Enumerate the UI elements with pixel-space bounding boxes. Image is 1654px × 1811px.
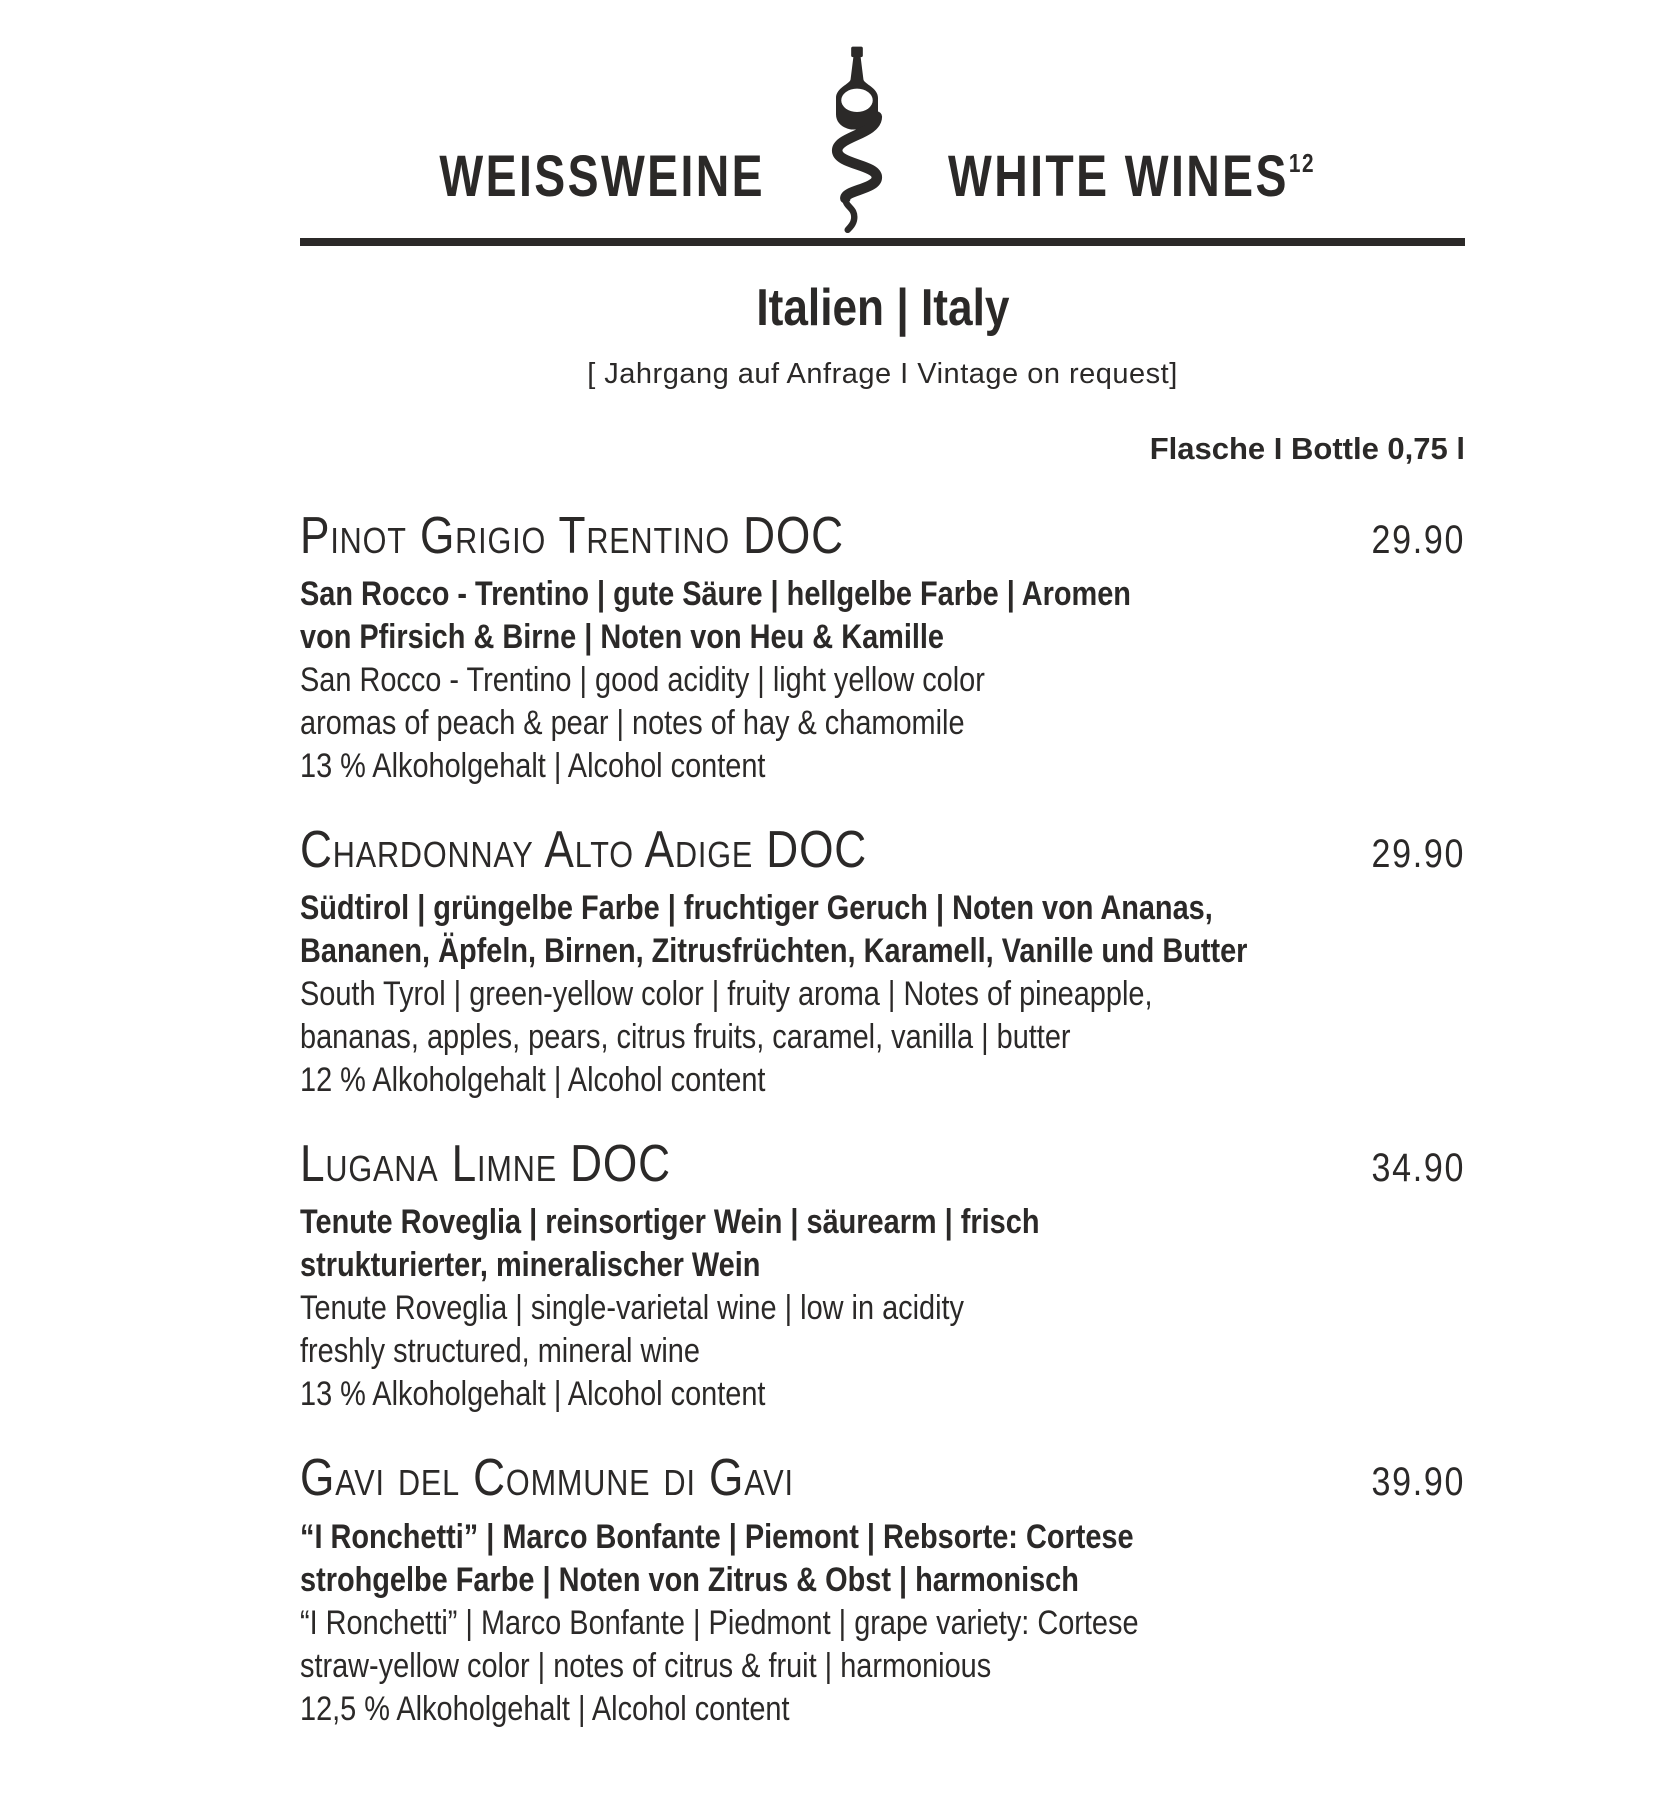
menu-header <box>300 0 1465 234</box>
wine-desc-de-line: strukturierter, mineralischer Wein <box>300 1246 761 1285</box>
wine-name: Chardonnay Alto Adige DOC <box>300 821 868 880</box>
wine-alcohol-line: 12 % Alkoholgehalt | Alcohol content <box>300 1061 766 1100</box>
header-title-english <box>947 144 1407 234</box>
header-footnote-superscript: 12 <box>1288 148 1315 178</box>
wine-alcohol-line: 13 % Alkoholgehalt | Alcohol content <box>300 1375 766 1414</box>
region-heading-text: Italien | Italy <box>755 279 1010 337</box>
wine-desc-de-line: “I Ronchetti” | Marco Bonfante | Piemont | Rebsorte: Cortese <box>300 1517 1134 1556</box>
wine-title-row <box>300 1450 1465 1506</box>
wine-desc-de-line: Bananen, Äpfeln, Birnen, Zitrusfrüchten, Karamell, Vanille und Butter <box>300 932 1248 971</box>
wine-title-row <box>300 508 1465 564</box>
wine-price: 29.90 <box>1371 518 1465 562</box>
vintage-note: [ Jahrgang auf Anfrage I Vintage on request] <box>587 358 1178 390</box>
header-title-german <box>358 144 766 234</box>
corkscrew-bottle-icon <box>822 46 892 234</box>
header-title-german-text: WEISSWEINE <box>439 144 766 209</box>
wine-alcohol-line: 13 % Alkoholgehalt | Alcohol content <box>300 747 766 786</box>
wine-title-row <box>300 822 1465 878</box>
wine-title-row <box>300 1136 1465 1192</box>
header-title-english-label: WHITE WINES <box>947 144 1289 209</box>
region-heading <box>300 279 1465 337</box>
wine-desc-en-line: San Rocco - Trentino | good acidity | light yellow color <box>300 661 985 700</box>
wine-price: 39.90 <box>1371 1460 1465 1505</box>
header-divider-rule <box>300 238 1465 246</box>
wine-alcohol-line: 12,5 % Alkoholgehalt | Alcohol content <box>300 1689 790 1728</box>
wine-desc-de-line: Südtirol | grüngelbe Farbe | fruchtiger Geruch | Noten von Ananas, <box>300 889 1213 928</box>
wine-price: 29.90 <box>1371 832 1465 877</box>
wine-desc-en-line: bananas, apples, pears, citrus fruits, caramel, vanilla | butter <box>300 1018 1071 1057</box>
wine-desc-de-line: strohgelbe Farbe | Noten von Zitrus & Obst | harmonisch <box>300 1560 1079 1599</box>
header-title-english-text <box>947 144 1315 209</box>
wine-desc-en-line: straw-yellow color | notes of citrus & fruit | harmonious <box>300 1646 992 1685</box>
wine-price: 34.90 <box>1371 1146 1465 1191</box>
wine-desc-en-line: freshly structured, mineral wine <box>300 1332 700 1371</box>
menu-content-column <box>300 0 1465 1731</box>
wine-desc-en-line: Tenute Roveglia | single-varietal wine | low in acidity <box>300 1289 964 1328</box>
wine-entry-pinot-grigio <box>300 508 1465 788</box>
wine-entry-gavi <box>300 1450 1465 1730</box>
wine-list <box>300 508 1465 1731</box>
wine-name: Pinot Grigio Trentino DOC <box>300 507 844 565</box>
wine-desc-en-line: South Tyrol | green-yellow color | fruity aroma | Notes of pineapple, <box>300 975 1153 1014</box>
wine-entry-lugana <box>300 1136 1465 1416</box>
wine-name: Lugana Limne DOC <box>300 1135 671 1194</box>
bottle-size-label: Flasche I Bottle 0,75 l <box>1149 431 1465 466</box>
wine-entry-chardonnay <box>300 822 1465 1102</box>
wine-desc-de-line: San Rocco - Trentino | gute Säure | hellgelbe Farbe | Aromen <box>300 575 1131 614</box>
wine-desc-de-line: von Pfirsich & Birne | Noten von Heu & Kamille <box>300 618 945 657</box>
wine-desc-en-line: aromas of peach & pear | notes of hay & chamomile <box>300 704 965 743</box>
wine-name: Gavi del Commune di Gavi <box>300 1449 794 1508</box>
wine-desc-de-line: Tenute Roveglia | reinsortiger Wein | säurearm | frisch <box>300 1203 1040 1242</box>
wine-desc-en-line: “I Ronchetti” | Marco Bonfante | Piedmont | grape variety: Cortese <box>300 1603 1139 1642</box>
